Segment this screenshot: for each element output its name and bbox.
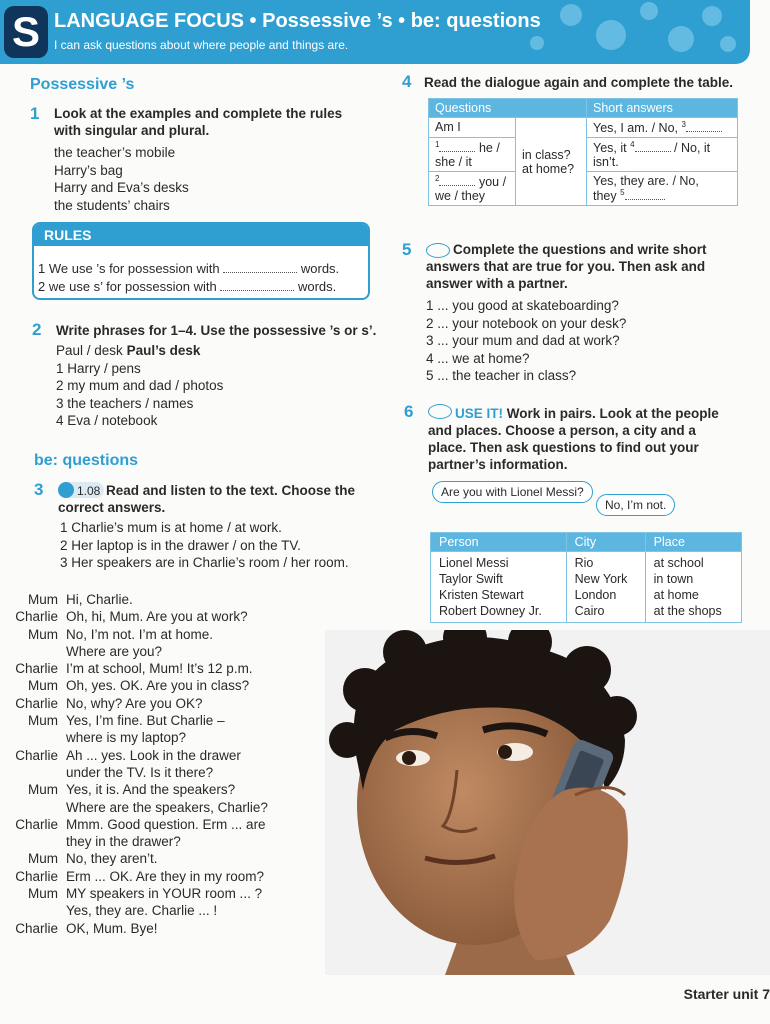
people-places-table	[430, 532, 742, 623]
answer-text: Yes, it	[593, 141, 627, 156]
dialogue-line	[4, 885, 268, 902]
dialogue-text: Hi, Charlie.	[66, 592, 133, 607]
blank-number: 4	[630, 140, 635, 150]
exercise-1-examples	[54, 144, 189, 214]
exercise-2-example	[56, 342, 223, 360]
dialogue-text: Where are the speakers, Charlie?	[66, 799, 268, 815]
dialogue-line	[4, 902, 268, 919]
place-column	[645, 552, 741, 623]
dialogue-speaker	[4, 799, 66, 816]
heading-possessive: Possessive ’s	[30, 76, 135, 93]
exercise-3-instruction: Read and listen to the text. Choose the correct answers.	[58, 483, 356, 515]
answer-text: isn’t.	[593, 155, 619, 170]
list-item: 3 Her speakers are in Charlie’s room / her room.	[60, 555, 349, 570]
audio-track-label: 1.08	[77, 484, 101, 498]
banner-title: LANGUAGE FOCUS • Possessive ’s • be: questions	[54, 10, 541, 32]
dialogue-line	[4, 920, 268, 937]
dialogue-line	[4, 868, 268, 885]
table-header: Person	[431, 533, 567, 552]
audio-cd-icon	[58, 482, 74, 498]
answer-text: / No, it	[674, 141, 711, 156]
rules-heading: RULES	[34, 224, 368, 246]
dialogue-speaker: Mum	[28, 713, 58, 729]
dialogue-text: Yes, it is. And the speakers?	[66, 782, 236, 798]
exercise-5-instruction: Complete the questions and write short answers that are true for you. Then ask and answer with a partner.	[426, 242, 707, 291]
list-item: 3 ... your mum and dad at work?	[426, 333, 620, 348]
exercise-6-instruction	[428, 404, 728, 473]
cell-text: we / they	[435, 189, 486, 204]
audio-track-button[interactable]	[58, 482, 104, 498]
dialogue-line	[4, 677, 268, 694]
place-name: at school	[653, 556, 704, 570]
list-item: 2 my mum and dad / photos	[56, 378, 224, 393]
dialogue-line	[4, 833, 268, 850]
dialogue-text: Yes, they are. Charlie ... !	[66, 903, 218, 919]
dialogue-speaker: Charlie	[15, 868, 58, 884]
dialogue-speaker: Mum	[28, 626, 58, 642]
dialogue-text: I’m at school, Mum! It’s 12 p.m.	[66, 661, 253, 677]
rule-text: We use ’s for possession with	[48, 261, 220, 276]
banner-subtitle: I can ask questions about where people and things are.	[54, 38, 349, 52]
answer-text: Yes, I am. / No,	[593, 121, 678, 136]
dialogue-speaker: Charlie	[15, 920, 58, 936]
dialogue-text: No, they aren’t.	[66, 851, 158, 867]
table-cell	[587, 172, 738, 206]
use-it-label: USE IT!	[455, 406, 504, 421]
answer-blank[interactable]	[635, 141, 671, 152]
example-prompt: Paul / desk	[56, 343, 123, 358]
dialogue-line	[4, 712, 268, 729]
page-footer: Starter unit 7	[683, 986, 770, 1002]
dialogue-text: Oh, yes. OK. Are you in class?	[66, 678, 250, 694]
answer-blank[interactable]	[439, 175, 475, 186]
answer-text: Yes, they are. / No,	[593, 174, 699, 189]
table-cell	[429, 172, 516, 206]
answer-blank[interactable]	[223, 262, 297, 273]
example-answer: Paul’s desk	[126, 343, 201, 358]
list-item: 5 ... the teacher in class?	[426, 368, 577, 383]
dialogue-text: MY speakers in YOUR room ... ?	[66, 886, 263, 902]
table-header: Place	[645, 533, 741, 552]
blank-number: 2	[435, 174, 440, 184]
person-name: Robert Downey Jr.	[439, 604, 542, 618]
exercise-5-number: 5	[402, 240, 412, 259]
table-cell	[429, 138, 516, 172]
dialogue-text: Ah ... yes. Look in the drawer	[66, 747, 241, 763]
grammar-table	[428, 98, 738, 206]
table-header: Short answers	[587, 99, 738, 118]
city-column	[566, 552, 645, 623]
dialogue-speaker: Mum	[28, 851, 58, 867]
person-column	[431, 552, 567, 623]
list-item: 1 Harry / pens	[56, 360, 141, 376]
rule-text: we use s’ for possession with	[48, 279, 217, 294]
exercise-2-instruction: Write phrases for 1–4. Use the possessive ’s or s’.	[56, 323, 377, 338]
blank-number: 3	[681, 120, 686, 129]
list-item: 2 ... your notebook on your desk?	[426, 315, 627, 331]
rules-box	[32, 222, 370, 300]
answer-text: they	[593, 189, 617, 204]
dialogue-text: Where are you?	[66, 643, 163, 659]
exercise-3-number: 3	[34, 480, 44, 499]
speech-bubble-question: Are you with Lionel Messi?	[432, 481, 593, 503]
rule-2	[38, 278, 364, 296]
example-line: the teacher’s mobile	[54, 145, 176, 160]
dialogue-speaker	[4, 833, 66, 850]
city-name: New York	[574, 572, 628, 586]
city-name: Cairo	[574, 604, 605, 618]
dialogue-text: Oh, hi, Mum. Are you at work?	[66, 609, 248, 625]
example-line: Harry and Eva’s desks	[54, 180, 189, 195]
dialogue-text: Erm ... OK. Are they in my room?	[66, 868, 265, 884]
blank-number: 5	[620, 188, 625, 198]
exercise-3-items	[60, 519, 349, 572]
rule-number: 2	[38, 279, 46, 294]
rule-end: words.	[297, 279, 337, 294]
list-item: 4 ... we at home?	[426, 350, 530, 366]
exercise-2-items	[56, 342, 223, 430]
dialogue-text: No, why? Are you OK?	[66, 695, 203, 711]
city-name: Rio	[574, 556, 594, 570]
dialogue-speaker: Mum	[28, 782, 58, 798]
dialogue-speaker: Charlie	[15, 816, 58, 832]
rule-end: words.	[300, 261, 340, 276]
list-item: 4 Eva / notebook	[56, 413, 158, 428]
exercise-6-number: 6	[404, 402, 414, 421]
table-cell	[587, 138, 738, 172]
rule-1	[38, 260, 364, 278]
person-name: Taylor Swift	[439, 572, 503, 586]
place-name: at home	[653, 588, 699, 602]
dialogue-line	[4, 799, 268, 816]
exercise-2-number: 2	[32, 320, 42, 339]
dialogue-line	[4, 850, 268, 867]
speech-bubble-answer: No, I’m not.	[596, 494, 675, 516]
dialogue	[4, 591, 268, 937]
table-cell: in class? at home?	[516, 118, 587, 206]
dialogue-text: Yes, I’m fine. But Charlie –	[66, 713, 225, 729]
dialogue-speaker: Mum	[28, 678, 58, 694]
cell-text: you /	[478, 175, 507, 190]
answer-blank[interactable]	[439, 141, 475, 152]
rule-number: 1	[38, 261, 46, 276]
dialogue-line	[4, 591, 268, 608]
table-cell	[587, 118, 738, 138]
dialogue-text: Mmm. Good question. Erm ... are	[66, 816, 266, 832]
unit-badge: S	[4, 6, 48, 58]
person-name: Kristen Stewart	[439, 588, 524, 602]
dialogue-speaker	[4, 729, 66, 746]
table-cell: Am I	[429, 118, 516, 138]
speaking-icon	[428, 404, 452, 419]
city-name: London	[574, 588, 617, 602]
dialogue-text: OK, Mum. Bye!	[66, 920, 158, 936]
dialogue-line	[4, 747, 268, 764]
dialogue-line	[4, 626, 268, 643]
dialogue-line	[4, 816, 268, 833]
dialogue-line	[4, 729, 268, 746]
dialogue-line	[4, 695, 268, 712]
table-header: Questions	[429, 99, 587, 118]
person-name: Lionel Messi	[439, 556, 509, 570]
cell-text: she / it	[435, 155, 472, 170]
cell-text: he /	[478, 141, 500, 156]
dialogue-text: where is my laptop?	[66, 730, 187, 746]
dialogue-speaker: Mum	[28, 592, 58, 607]
blank-number: 1	[435, 140, 440, 150]
list-item: 2 Her laptop is in the drawer / on the TV.	[60, 537, 301, 553]
dialogue-speaker	[4, 643, 66, 660]
dialogue-speaker: Charlie	[15, 661, 58, 677]
dialogue-line	[4, 643, 268, 660]
table-header: City	[566, 533, 645, 552]
exercise-1-number: 1	[30, 104, 40, 123]
answer-blank[interactable]	[686, 121, 722, 132]
list-item: 3 the teachers / names	[56, 395, 194, 411]
dialogue-speaker	[4, 902, 66, 919]
dialogue-speaker: Charlie	[15, 747, 58, 763]
dialogue-text: No, I’m not. I’m at home.	[66, 626, 214, 642]
dialogue-text: under the TV. Is it there?	[66, 764, 214, 780]
dialogue-text: they in the drawer?	[66, 834, 181, 850]
list-item: 1 Charlie’s mum is at home / at work.	[60, 520, 282, 535]
list-item: 1 ... you good at skateboarding?	[426, 298, 619, 313]
dialogue-line	[4, 608, 268, 625]
exercise-4-instruction: Read the dialogue again and complete the table.	[424, 75, 734, 90]
place-name: at the shops	[653, 604, 722, 618]
exercise-4-number: 4	[402, 72, 412, 91]
instruction-text: Work in pairs. Look at the people and places. Choose a person, a city and a place. Then ask questions to find out your partner’s information.	[428, 406, 719, 472]
answer-blank[interactable]	[625, 189, 665, 200]
example-line: the students’ chairs	[54, 197, 170, 213]
dialogue-speaker: Charlie	[15, 695, 58, 711]
dialogue-line	[4, 781, 268, 798]
exercise-1-instruction: Look at the examples and complete the rules with singular and plural.	[54, 106, 343, 138]
boy-on-phone-photo	[325, 630, 770, 975]
place-name: in town	[653, 572, 694, 586]
example-line: Harry’s bag	[54, 162, 123, 178]
dialogue-speaker: Mum	[28, 886, 58, 902]
heading-be-questions: be: questions	[34, 452, 139, 469]
answer-blank[interactable]	[220, 280, 294, 291]
dialogue-speaker: Charlie	[15, 609, 58, 625]
dialogue-speaker	[4, 764, 66, 781]
dialogue-line	[4, 660, 268, 677]
exercise-5-items	[426, 297, 626, 385]
dialogue-line	[4, 764, 268, 781]
